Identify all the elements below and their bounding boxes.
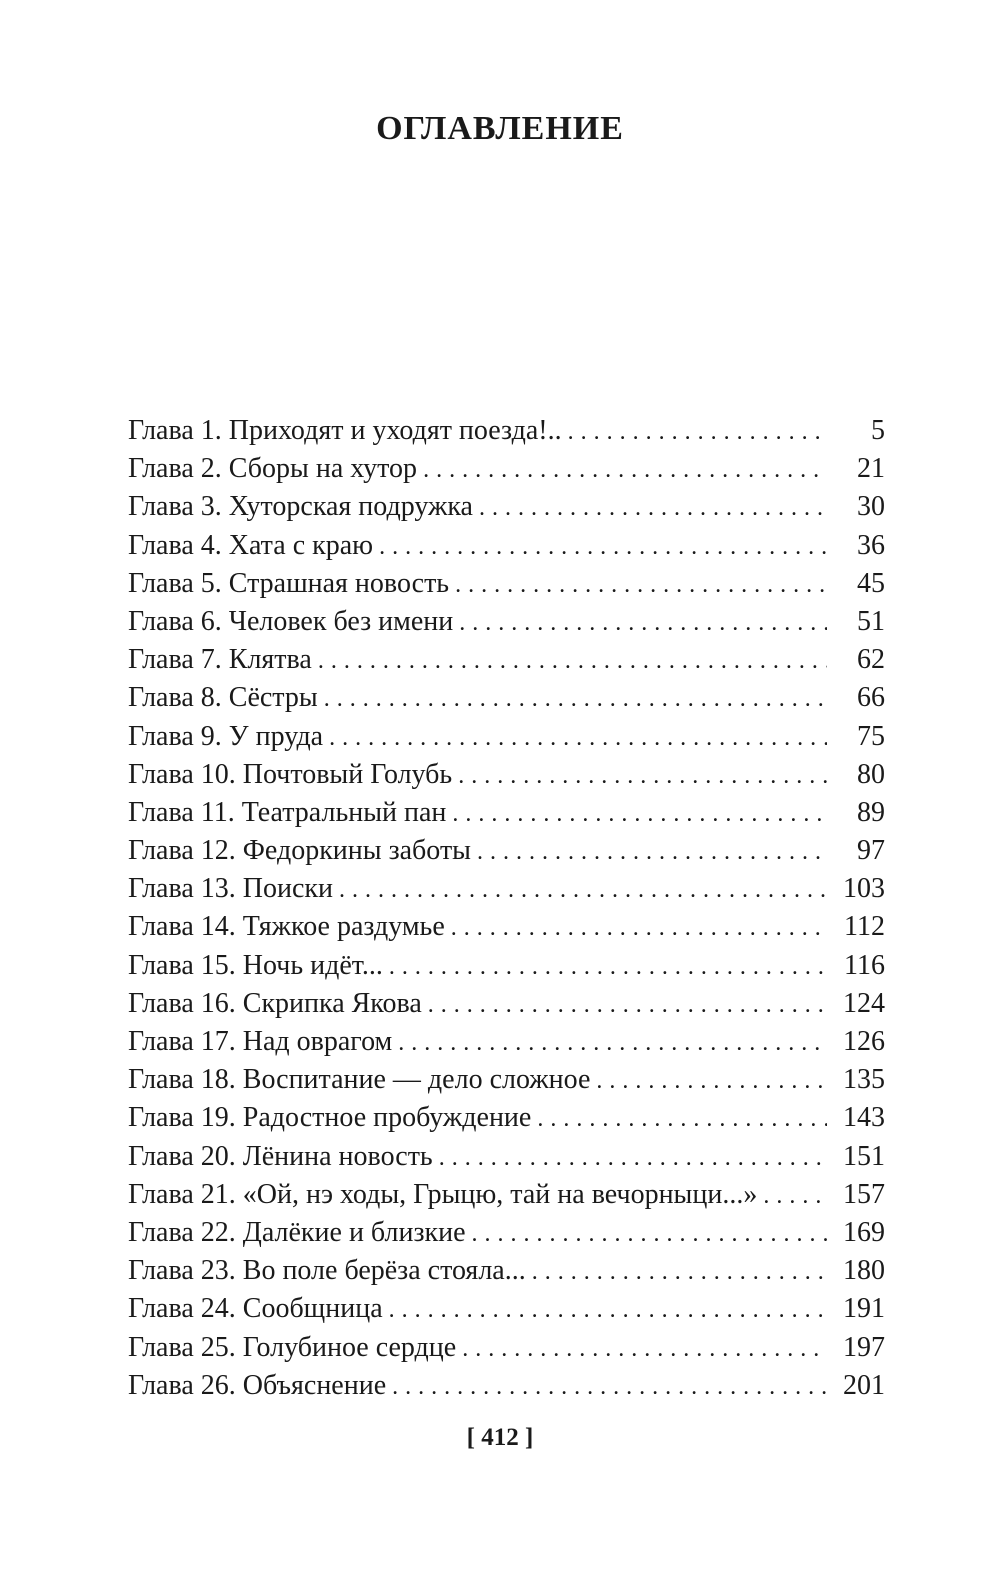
toc-entry (128, 794, 885, 832)
toc-entry-title: Глава 6. Человек без имени (128, 605, 454, 637)
toc-entry-page: 180 (843, 1255, 885, 1287)
toc-entry (128, 985, 885, 1023)
toc-dot-leader (455, 566, 827, 604)
toc-dot-leader (339, 871, 827, 909)
toc-dot-leader (479, 489, 827, 527)
toc-entry (128, 641, 885, 679)
toc-entry-title: Глава 7. Клятва (128, 644, 312, 676)
toc-entry-page: 116 (844, 949, 885, 981)
toc-entry-page: 89 (857, 796, 885, 828)
toc-entry-page: 197 (843, 1331, 885, 1363)
toc-entry-title: Глава 12. Федоркины заботы (128, 835, 471, 867)
toc-entry-page: 126 (843, 1026, 885, 1057)
toc-entry-title: Глава 1. Приходят и уходят поезда!.. (128, 415, 562, 446)
toc-entry (128, 908, 885, 946)
toc-entry-page: 75 (857, 720, 885, 752)
toc-entry-title: Глава 17. Над оврагом (128, 1026, 393, 1057)
toc-dot-leader (423, 451, 827, 489)
toc-dot-leader (477, 833, 827, 871)
toc-dot-leader (472, 1215, 827, 1253)
toc-dot-leader (568, 413, 827, 451)
toc-entry-title: Глава 21. «Ой, нэ ходы, Грыцю, тай на вечорныци...» (128, 1178, 758, 1210)
toc-entry-page: 45 (857, 567, 885, 599)
toc-entry-page: 5 (871, 415, 885, 446)
toc-entry-title: Глава 4. Хата с краю (128, 529, 374, 561)
toc-entry-title: Глава 14. Тяжкое раздумье (128, 911, 445, 943)
toc-entry-title: Глава 16. Скрипка Якова (128, 987, 422, 1019)
toc-entry (128, 1290, 885, 1328)
toc-entry (128, 527, 885, 565)
toc-entry-title: Глава 22. Далёкие и близкие (128, 1216, 466, 1248)
toc-entry (128, 412, 885, 450)
toc-entry-title: Глава 24. Сообщница (128, 1293, 383, 1325)
toc-entry-page: 151 (843, 1140, 885, 1172)
toc-entry (128, 1023, 885, 1061)
table-of-contents (128, 412, 885, 1405)
toc-entry (128, 1138, 885, 1176)
toc-entry-page: 80 (857, 758, 885, 790)
toc-entry-page: 21 (857, 453, 885, 485)
toc-entry-page: 157 (843, 1178, 885, 1210)
toc-entry-page: 201 (843, 1369, 885, 1401)
toc-entry (128, 718, 885, 756)
toc-entry (128, 488, 885, 526)
toc-entry-title: Глава 15. Ночь идёт... (128, 949, 383, 981)
toc-entry (128, 1176, 885, 1214)
toc-entry-page: 191 (843, 1293, 885, 1325)
toc-entry (128, 947, 885, 985)
toc-dot-leader (389, 1291, 827, 1329)
toc-entry-title: Глава 18. Воспитание — дело сложное (128, 1064, 591, 1096)
toc-entry-title: Глава 13. Поиски (128, 873, 333, 905)
toc-dot-leader (392, 1368, 827, 1406)
toc-entry (128, 1214, 885, 1252)
toc-dot-leader (596, 1062, 827, 1100)
toc-entry-title: Глава 3. Хуторская подружка (128, 491, 473, 523)
toc-dot-leader (379, 528, 827, 566)
toc-entry (128, 603, 885, 641)
page-title: ОГЛАВЛЕНИЕ (376, 110, 624, 147)
toc-dot-leader (451, 909, 827, 947)
toc-entry-page: 169 (843, 1216, 885, 1248)
toc-dot-leader (439, 1139, 827, 1177)
toc-entry-page: 30 (857, 491, 885, 523)
toc-dot-leader (532, 1253, 827, 1291)
toc-entry-title: Глава 20. Лёнина новость (128, 1140, 433, 1172)
toc-entry (128, 565, 885, 603)
toc-dot-leader (318, 642, 827, 680)
toc-entry-page: 143 (843, 1102, 885, 1134)
toc-entry (128, 450, 885, 488)
toc-entry (128, 756, 885, 794)
toc-dot-leader (428, 986, 827, 1024)
toc-entry-title: Глава 25. Голубиное сердце (128, 1331, 457, 1363)
toc-entry (128, 832, 885, 870)
toc-entry-title: Глава 9. У пруда (128, 720, 324, 752)
toc-dot-leader (452, 795, 827, 833)
toc-dot-leader (459, 604, 827, 642)
page-number: [ 412 ] (466, 1424, 534, 1451)
toc-entry-title: Глава 11. Театральный пан (128, 796, 447, 828)
toc-entry (128, 870, 885, 908)
toc-entry-title: Глава 2. Сборы на хутор (128, 453, 418, 485)
toc-entry-title: Глава 5. Страшная новость (128, 567, 450, 599)
toc-entry (128, 679, 885, 717)
toc-entry (128, 1367, 885, 1405)
toc-entry (128, 1252, 885, 1290)
toc-dot-leader (398, 1024, 827, 1062)
toc-dot-leader (462, 1330, 827, 1368)
toc-dot-leader (763, 1177, 827, 1215)
toc-dot-leader (458, 757, 827, 795)
toc-entry (128, 1061, 885, 1099)
toc-entry-title: Глава 19. Радостное пробуждение (128, 1102, 532, 1134)
toc-entry-page: 51 (857, 605, 885, 637)
toc-entry (128, 1329, 885, 1367)
toc-dot-leader (537, 1100, 827, 1138)
toc-dot-leader (324, 680, 827, 718)
toc-entry-title: Глава 8. Сёстры (128, 682, 318, 714)
toc-entry-page: 135 (843, 1064, 885, 1096)
toc-entry (128, 1099, 885, 1137)
toc-entry-title: Глава 26. Объяснение (128, 1369, 387, 1401)
toc-entry-page: 36 (857, 529, 885, 561)
toc-dot-leader (329, 719, 827, 757)
toc-entry-page: 62 (857, 644, 885, 676)
toc-entry-page: 124 (843, 987, 885, 1019)
toc-dot-leader (389, 948, 827, 986)
toc-entry-page: 112 (844, 911, 885, 943)
toc-entry-page: 66 (857, 682, 885, 714)
toc-entry-title: Глава 23. Во поле берёза стояла... (128, 1255, 526, 1287)
toc-entry-page: 97 (857, 835, 885, 867)
toc-entry-page: 103 (843, 873, 885, 905)
toc-entry-title: Глава 10. Почтовый Голубь (128, 758, 453, 790)
